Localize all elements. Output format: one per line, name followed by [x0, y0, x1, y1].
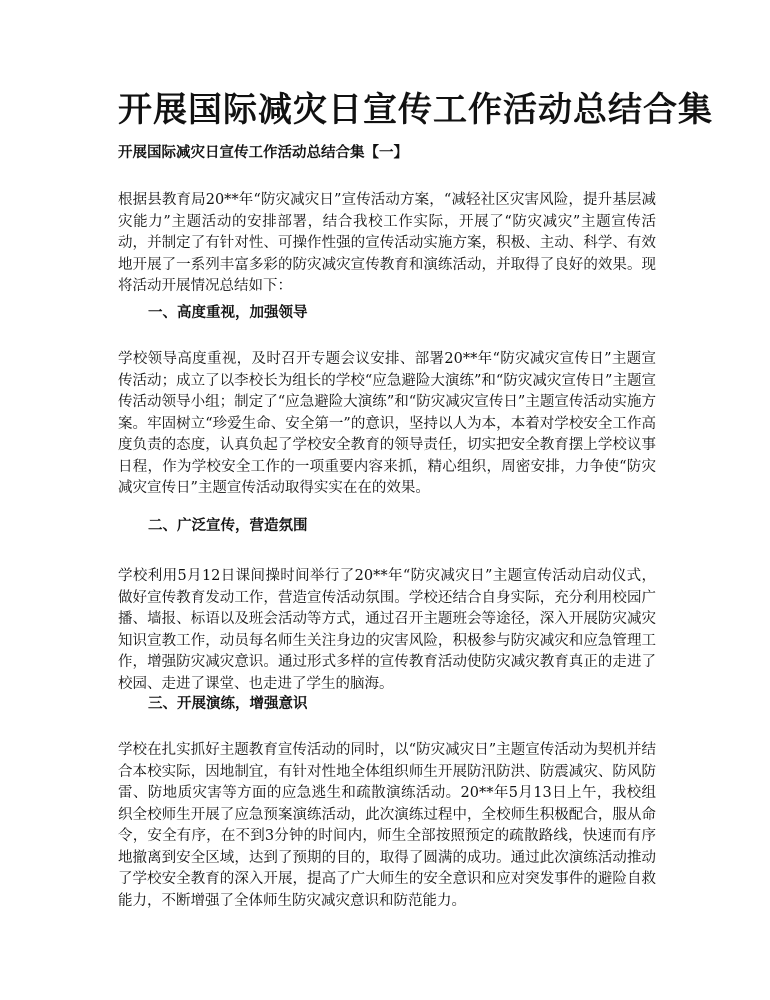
document-title: 开展国际减灾日宣传工作活动总结合集: [118, 90, 713, 130]
intro-paragraph: 根据县教育局20**年“防灾减灾日”宣传活动方案，“减轻社区灾害风险，提升基层减灾能力”主题活动的安排部署，结合我校工作实际，开展了“防灾减灾”主题宣传活动，并制定了有针对性、可操作性强的宣传活动实施方案，积极、主动、科学、有效地开展了一系列丰富多彩的防灾减灾宣传教育和演练活动，并取得了良好的效果。现将活动开展情况总结如下：: [118, 192, 656, 294]
section-2-paragraph: 学校利用5月12日课间操时间举行了20**年“防灾减灾日”主题宣传活动启动仪式，做好宣传教育发动工作，营造宣传活动氛围。学校还结合自身实际，充分利用校园广播、墙报、标语以及班会活动等方式，通过召开主题班会等途径，深入开展防灾减灾知识宣教工作，动员每名师生关注身边的灾害风险，积极参与防灾减灾和应急管理工作，增强防灾减灾意识。通过形式多样的宣传教育活动使防灾减灾教育真正的走进了校园、走进了课堂、也走进了学生的脑海。: [118, 568, 656, 692]
section-2-heading: 二、广泛宣传，营造氛围: [148, 517, 308, 534]
section-3-heading: 三、开展演练，增强意识: [148, 695, 308, 712]
document-subtitle: 开展国际减灾日宣传工作活动总结合集【一】: [118, 144, 408, 161]
section-1-heading: 一、高度重视，加强领导: [148, 304, 308, 321]
section-3-paragraph: 学校在扎实抓好主题教育宣传活动的同时，以“防灾减灾日”主题宣传活动为契机并结合本校实际，因地制宜，有针对性地全体组织师生开展防汛防洪、防震减灾、防风防雷、防地质灾害等方面的应急逃生和疏散演练活动。20**年5月13日上午，我校组织全校师生开展了应急预案演练活动，此次演练过程中，全校师生积极配合，服从命令，安全有序，在不到3分钟的时间内，师生全部按照预定的疏散路线，快速而有序地撤离到安全区域，达到了预期的目的，取得了圆满的成功。通过此次演练活动推动了学校安全教育的深入开展，提高了广大师生的安全意识和应对突发事件的避险自救能力，不断增强了全体师生防灾减灾意识和防范能力。: [118, 742, 656, 909]
section-1-paragraph: 学校领导高度重视，及时召开专题会议安排、部署20**年“防灾减灾宣传日”主题宣传活动；成立了以李校长为组长的学校“应急避险大演练”和“防灾减灾宣传日”主题宣传活动领导小组；制定了“应急避险大演练”和“防灾减灾宣传日”主题宣传活动实施方案。牢固树立“珍爱生命、安全第一”的意识，坚持以人为本，本着对学校安全工作高度负责的态度，认真负起了学校安全教育的领导责任，切实把安全教育摆上学校议事日程，作为学校安全工作的一项重要内容来抓，精心组织，周密安排，力争使“防灾减灾宣传日”主题宣传活动取得实实在在的效果。: [118, 351, 656, 496]
